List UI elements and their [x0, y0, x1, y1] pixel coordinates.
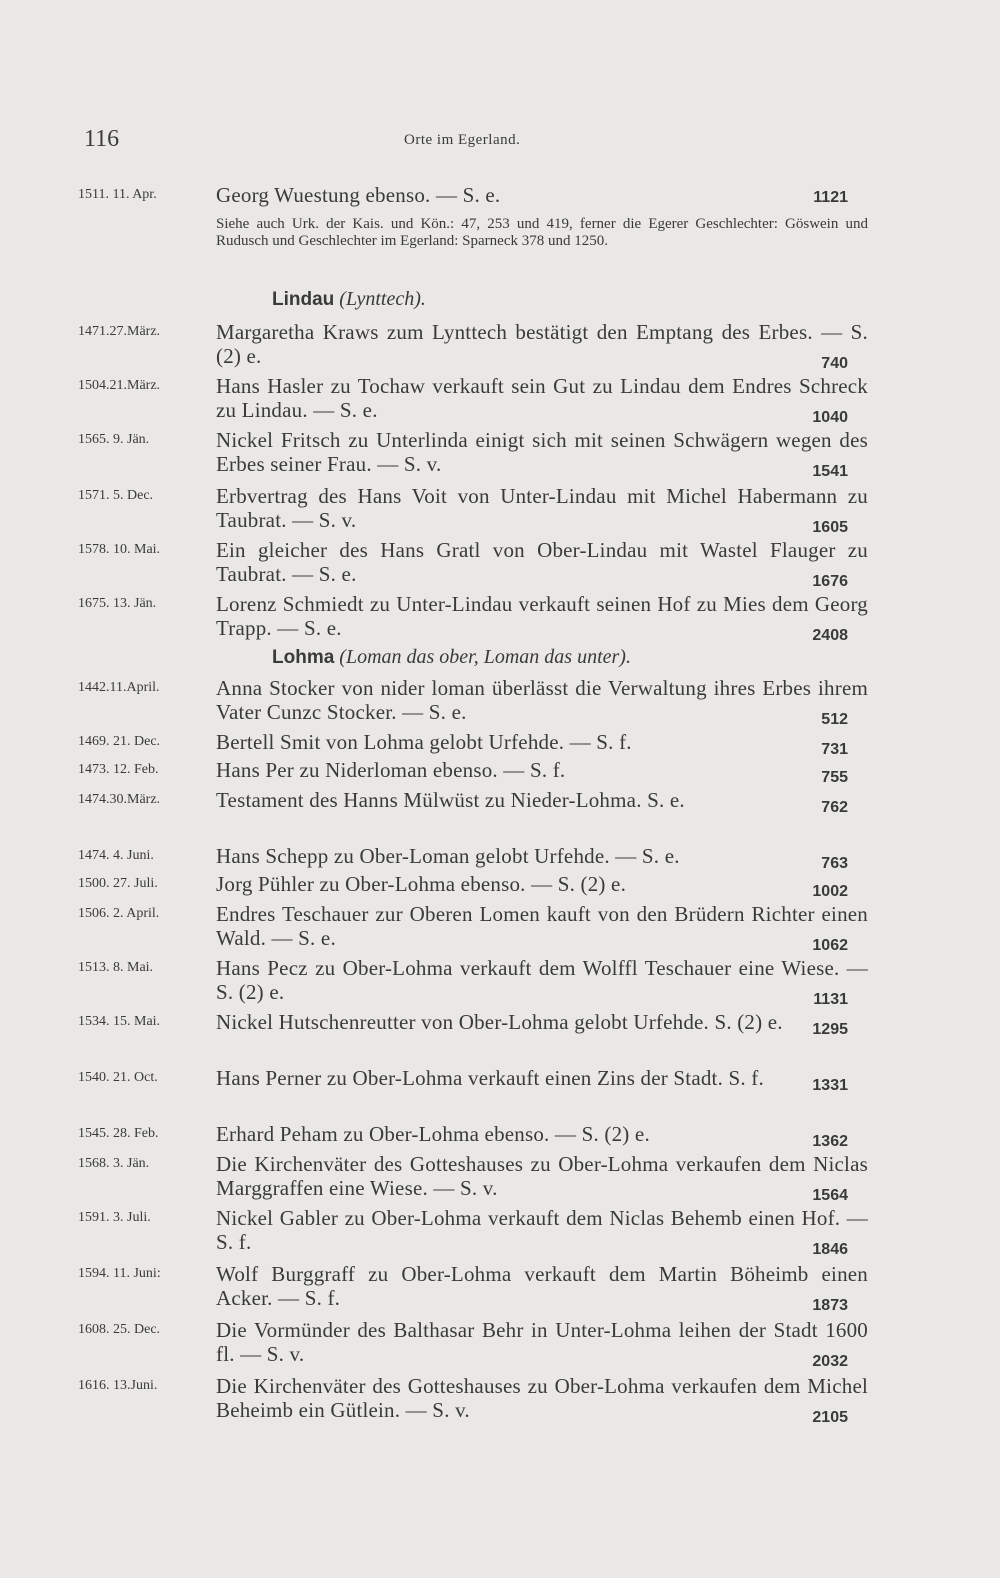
section-name: Lohma	[272, 647, 335, 668]
entry-text: Testament des Hanns Mülwüst zu Nieder-Lohma. S. e.	[216, 788, 685, 812]
entry	[78, 1318, 868, 1370]
entry	[78, 320, 868, 372]
running-title: Orte im Egerland.	[404, 132, 521, 148]
entry-text: Nickel Gabler zu Ober-Lohma verkauft dem Niclas Behemb einen Hof. — S. f.	[216, 1206, 868, 1254]
entry-text: Erhard Peham zu Ober-Lohma ebenso. — S. (2) e.	[216, 1122, 650, 1146]
entry	[78, 428, 868, 480]
entry-text: Nickel Fritsch zu Unterlinda einigt sich mit seinen Schwägern wegen des Erbes seiner Frau. — S. v.	[216, 428, 868, 476]
entry	[78, 1010, 868, 1038]
entry-date: 1545. 28. Feb.	[78, 1126, 159, 1141]
page-header	[84, 126, 864, 156]
entry-date: 1474.30.März.	[78, 792, 161, 807]
entry-date: 1594. 11. Juni:	[78, 1266, 161, 1281]
entry-date: 1591. 3. Juli.	[78, 1210, 151, 1225]
entry-text: Hans Per zu Niderloman ebenso. — S. f.	[216, 758, 566, 782]
entry-date: 1506. 2. April.	[78, 906, 160, 921]
entry	[78, 872, 868, 900]
document-number: 2105	[812, 1409, 848, 1426]
entry-date: 1500. 27. Juli.	[78, 876, 158, 891]
entry	[78, 1152, 868, 1204]
entry-date: 1469. 21. Dec.	[78, 734, 161, 749]
entry-text: Erbvertrag des Hans Voit von Unter-Lindau mit Michel Habermann zu Taubrat. — S. v.	[216, 484, 868, 532]
document-number: 762	[821, 799, 848, 816]
entry	[78, 374, 868, 426]
entry	[78, 1206, 868, 1258]
entry	[78, 1374, 868, 1426]
entry-date: 1616. 13.Juni.	[78, 1378, 158, 1393]
document-number: 763	[821, 855, 848, 872]
document-number: 2032	[812, 1353, 848, 1370]
document-number: 1131	[813, 991, 848, 1008]
entry-date: 1474. 4. Juni.	[78, 848, 154, 863]
document-number: 1541	[812, 463, 848, 480]
entry-date: 1540. 21. Oct.	[78, 1070, 158, 1085]
entry	[78, 1066, 868, 1094]
entry-date: 1568. 3. Jän.	[78, 1156, 150, 1171]
entry	[78, 758, 868, 786]
entry	[78, 484, 868, 536]
document-number: 1846	[812, 1241, 848, 1258]
entry-text: Die Kirchenväter des Gotteshauses zu Ober-Lohma verkaufen dem Michel Beheimb ein Gütlein. — S. v.	[216, 1374, 868, 1422]
entry-text: Ein gleicher des Hans Gratl von Ober-Lindau mit Wastel Flauger zu Taubrat. — S. e.	[216, 538, 868, 586]
entry-text: Lorenz Schmiedt zu Unter-Lindau verkauft seinen Hof zu Mies dem Georg Trapp. — S. e.	[216, 592, 868, 640]
entry-text: Wolf Burggraff zu Ober-Lohma verkauft dem Martin Böheimb einen Acker. — S. f.	[216, 1262, 868, 1310]
document-number: 1873	[812, 1297, 848, 1314]
entry	[78, 956, 868, 1008]
entry-date: 1511. 11. Apr.	[78, 187, 157, 202]
section-heading-lindau	[272, 288, 426, 311]
entry-text: Hans Perner zu Ober-Lohma verkauft einen Zins der Stadt. S. f.	[216, 1066, 764, 1090]
entry-text: Die Kirchenväter des Gotteshauses zu Ober-Lohma verkaufen dem Niclas Marggraffen eine Wiese. — S. v.	[216, 1152, 868, 1200]
entry-text: Georg Wuestung ebenso. — S. e.	[216, 183, 501, 207]
entry-text: Margaretha Kraws zum Lynttech bestätigt den Emptang des Erbes. — S. (2) e.	[216, 320, 868, 368]
entry-text: Bertell Smit von Lohma gelobt Urfehde. — S. f.	[216, 730, 632, 754]
entry	[78, 902, 868, 954]
document-number: 1331	[812, 1077, 848, 1094]
entry-date: 1578. 10. Mai.	[78, 542, 161, 557]
entry-text: Hans Hasler zu Tochaw verkauft sein Gut zu Lindau dem Endres Schreck zu Lindau. — S. e.	[216, 374, 868, 422]
document-number: 1564	[812, 1187, 848, 1204]
entry-text: Jorg Pühler zu Ober-Lohma ebenso. — S. (2) e.	[216, 872, 627, 896]
entry-text: Anna Stocker von nider loman überlässt die Verwaltung ihres Erbes ihrem Vater Cunzc Stocker. — S. e.	[216, 676, 868, 724]
page-number: 116	[84, 126, 120, 152]
entry	[78, 592, 868, 644]
entry-date: 1608. 25. Dec.	[78, 1322, 161, 1337]
document-number: 1676	[812, 573, 848, 590]
entry	[78, 1262, 868, 1314]
entry-date: 1534. 15. Mai.	[78, 1014, 161, 1029]
document-number: 1062	[812, 937, 848, 954]
entry-1511	[78, 183, 868, 207]
entry-text: Hans Schepp zu Ober-Loman gelobt Urfehde. — S. e.	[216, 844, 680, 868]
entry	[78, 730, 868, 758]
entry	[78, 844, 868, 872]
entry	[78, 788, 868, 816]
entry-text: Die Vormünder des Balthasar Behr in Unter-Lohma leihen der Stadt 1600 fl. — S. v.	[216, 1318, 868, 1366]
entry-date: 1442.11.April.	[78, 680, 160, 695]
entry-date: 1565. 9. Jän.	[78, 432, 150, 447]
entry-text: Nickel Hutschenreutter von Ober-Lohma gelobt Urfehde. S. (2) e.	[216, 1010, 783, 1034]
entry-date: 1571. 5. Dec.	[78, 488, 154, 503]
cross-reference-note: Siehe auch Urk. der Kais. und Kön.: 47, 253 und 419, ferner die Egerer Geschlechter: Göswein und Rudusch und Geschlechter im Egerland: Sparneck 378 und 1250.	[216, 216, 868, 249]
document-number: 1121	[813, 189, 848, 206]
section-alt-name: (Loman das ober, Loman das unter).	[339, 646, 631, 668]
document-number: 755	[821, 769, 848, 786]
entry-text: Hans Pecz zu Ober-Lohma verkauft dem Wolffl Teschauer eine Wiese. — S. (2) e.	[216, 956, 868, 1004]
section-alt-name: (Lynttech).	[339, 288, 426, 310]
document-number: 512	[821, 711, 848, 728]
document-number: 2408	[812, 627, 848, 644]
entry-date: 1504.21.März.	[78, 378, 161, 393]
entry-date: 1473. 12. Feb.	[78, 762, 159, 777]
entry-text: Endres Teschauer zur Oberen Lomen kauft von den Brüdern Richter einen Wald. — S. e.	[216, 902, 868, 950]
document-number: 1002	[812, 883, 848, 900]
entry-date: 1471.27.März.	[78, 324, 161, 339]
document-number: 1295	[812, 1021, 848, 1038]
document-number: 740	[821, 355, 848, 372]
document-number: 1605	[812, 519, 848, 536]
entry	[78, 1122, 868, 1150]
entry	[78, 538, 868, 590]
document-number: 1362	[812, 1133, 848, 1150]
document-number: 731	[821, 741, 848, 758]
entry-date: 1513. 8. Mai.	[78, 960, 154, 975]
document-number: 1040	[812, 409, 848, 426]
section-name: Lindau	[272, 289, 335, 310]
entry-date: 1675. 13. Jän.	[78, 596, 157, 611]
section-heading-lohma	[272, 646, 631, 669]
entry	[78, 676, 868, 728]
